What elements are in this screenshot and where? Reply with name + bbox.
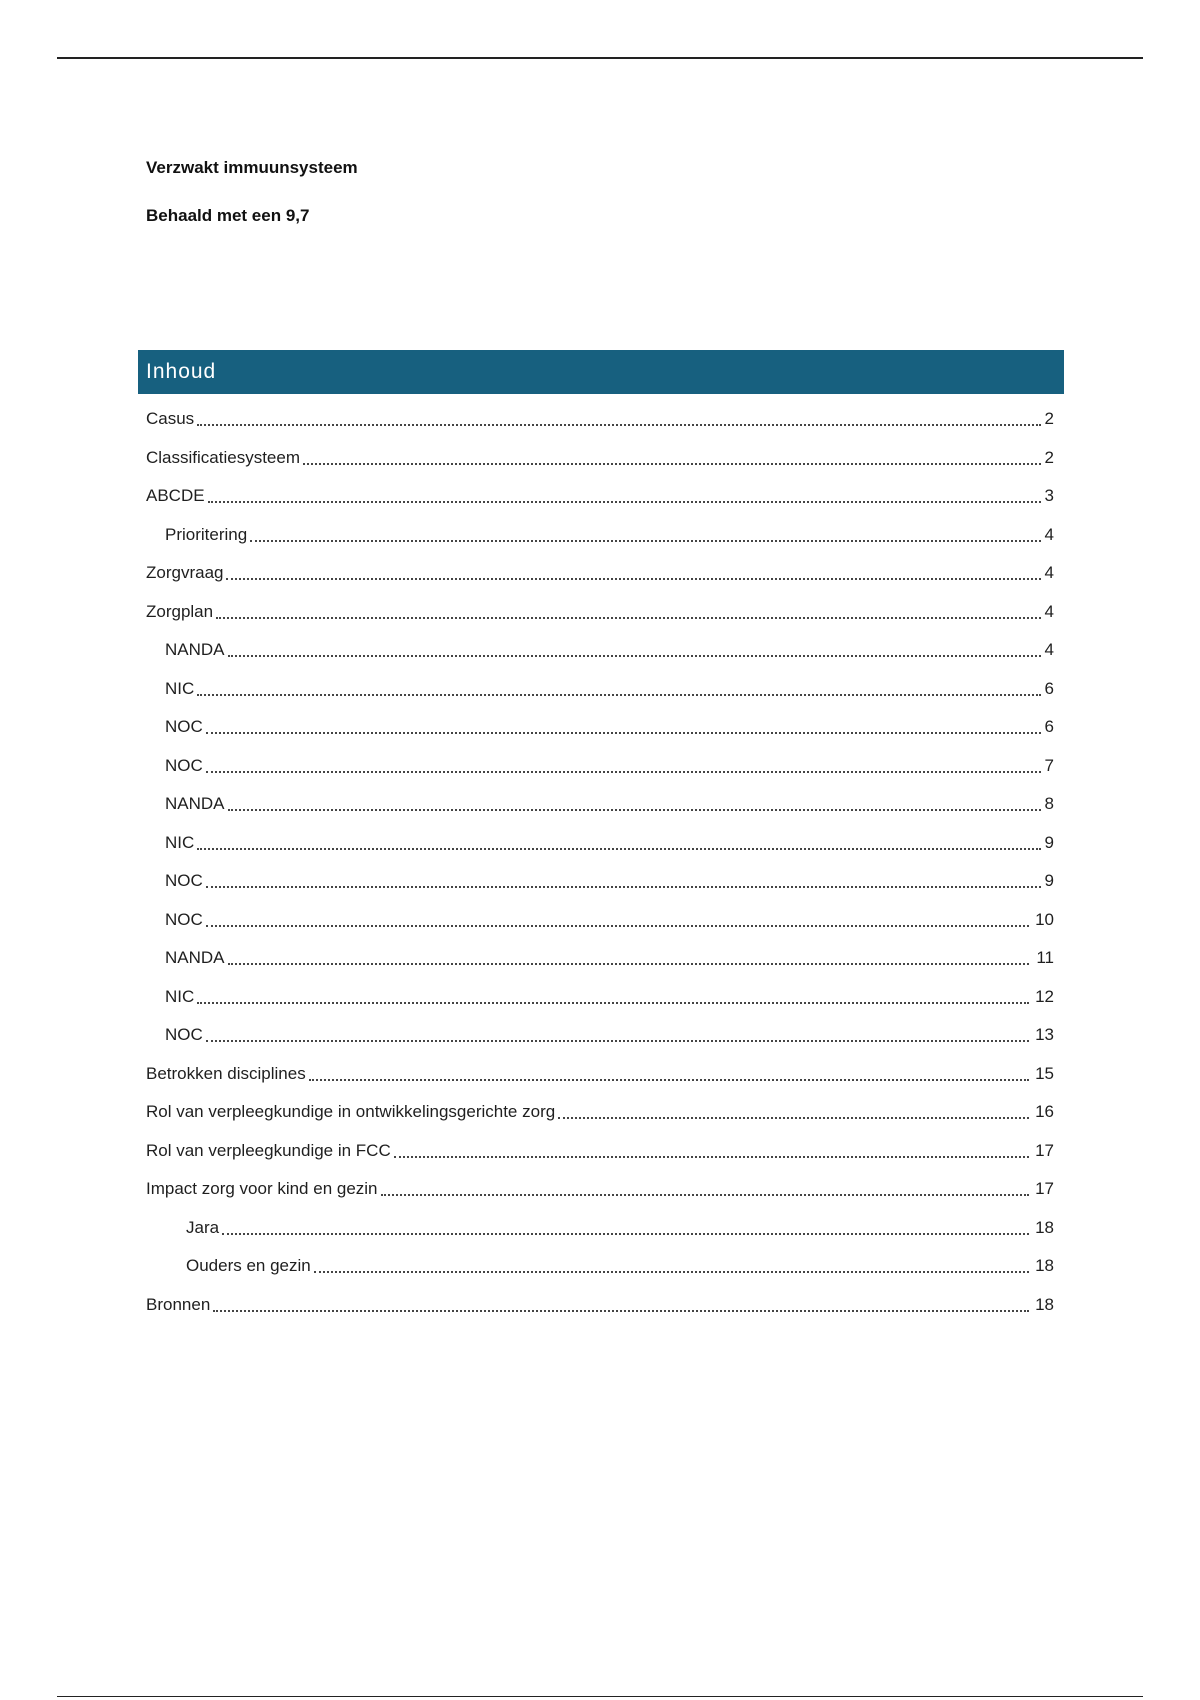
toc-entry[interactable] <box>146 1170 1054 1209</box>
toc-entry-label: NOC <box>165 717 203 737</box>
toc-entry[interactable] <box>146 400 1054 439</box>
document-subtitle: Behaald met een 9,7 <box>146 206 310 225</box>
toc-dot-leader <box>213 1310 1029 1312</box>
toc-dot-leader <box>206 732 1041 734</box>
toc-dot-leader <box>228 655 1041 657</box>
toc-entry-page-number: 16 <box>1035 1102 1054 1122</box>
toc-entry-page-number: 17 <box>1035 1179 1054 1199</box>
toc-dot-leader <box>197 694 1041 696</box>
toc-entry-label: NANDA <box>165 640 225 660</box>
toc-dot-leader <box>558 1117 1029 1119</box>
toc-entry-page-number: 4 <box>1044 563 1054 583</box>
toc-entry-label: Zorgvraag <box>146 563 224 583</box>
toc-dot-leader <box>206 771 1041 773</box>
toc-dot-leader <box>197 1002 1029 1004</box>
toc-entry-page-number: 11 <box>1036 948 1054 968</box>
toc-entry[interactable] <box>146 939 1054 978</box>
toc-entry-label: NANDA <box>165 794 225 814</box>
toc-entry-page-number: 8 <box>1044 794 1054 814</box>
toc-entry-label: NOC <box>165 871 203 891</box>
toc-dot-leader <box>381 1194 1029 1196</box>
toc-entry-page-number: 12 <box>1035 986 1054 1006</box>
toc-entry[interactable] <box>146 439 1054 478</box>
toc-entry[interactable] <box>146 631 1054 670</box>
document-title: Verzwakt immuunsysteem <box>146 158 358 177</box>
toc-entry[interactable] <box>146 1247 1054 1286</box>
toc-entry-label: Impact zorg voor kind en gezin <box>146 1179 378 1199</box>
toc-entry[interactable] <box>146 1093 1054 1132</box>
toc-dot-leader <box>222 1233 1029 1235</box>
toc-dot-leader <box>228 963 1029 965</box>
toc-dot-leader <box>206 1040 1029 1042</box>
toc-entry[interactable] <box>146 824 1054 863</box>
toc-dot-leader <box>394 1156 1029 1158</box>
toc-dot-leader <box>226 578 1041 580</box>
toc-entry-label: Rol van verpleegkundige in ontwikkelingsgerichte zorg <box>146 1102 556 1122</box>
toc-entry-label: Betrokken disciplines <box>146 1063 306 1083</box>
toc-entry[interactable] <box>146 785 1054 824</box>
toc-entry-label: NOC <box>165 755 203 775</box>
toc-entry[interactable] <box>146 554 1054 593</box>
toc-entry-page-number: 2 <box>1044 447 1054 467</box>
toc-entry[interactable] <box>146 516 1054 555</box>
toc-entry[interactable] <box>146 862 1054 901</box>
toc-dot-leader <box>303 463 1041 465</box>
toc-entry[interactable] <box>146 1055 1054 1094</box>
toc-entry[interactable] <box>146 1209 1054 1248</box>
toc-entry[interactable] <box>146 747 1054 786</box>
toc-entry-page-number: 3 <box>1044 486 1054 506</box>
toc-dot-leader <box>309 1079 1029 1081</box>
toc-dot-leader <box>206 886 1041 888</box>
toc-entry[interactable] <box>146 1286 1054 1325</box>
toc-entry-label: NIC <box>165 986 195 1006</box>
toc-entry-page-number: 9 <box>1044 871 1054 891</box>
toc-entry[interactable] <box>146 1016 1054 1055</box>
toc-entry[interactable] <box>146 708 1054 747</box>
header-rule <box>57 57 1143 59</box>
toc-entry-label: NANDA <box>165 948 225 968</box>
toc-dot-leader <box>250 540 1041 542</box>
toc-entry-page-number: 4 <box>1044 640 1054 660</box>
toc-dot-leader <box>314 1271 1029 1273</box>
toc-entry-label: Bronnen <box>146 1294 211 1314</box>
toc-entry-label: Prioritering <box>165 524 248 544</box>
toc-entry-label: NIC <box>165 678 195 698</box>
toc-dot-leader <box>206 925 1029 927</box>
toc-entry-label: ABCDE <box>146 486 205 506</box>
toc-entry[interactable] <box>146 978 1054 1017</box>
toc-entry[interactable] <box>146 477 1054 516</box>
toc-entry-page-number: 2 <box>1044 409 1054 429</box>
toc-entry-page-number: 13 <box>1035 1025 1054 1045</box>
toc-entry-page-number: 17 <box>1035 1140 1054 1160</box>
toc-entry-label: Casus <box>146 409 195 429</box>
toc-entry-label: Classificatiesysteem <box>146 447 300 467</box>
toc-dot-leader <box>216 617 1041 619</box>
toc-entry-page-number: 4 <box>1044 524 1054 544</box>
toc-dot-leader <box>197 848 1041 850</box>
toc-entry-page-number: 18 <box>1035 1256 1054 1276</box>
toc-entry-label: NOC <box>165 1025 203 1045</box>
toc-entry[interactable] <box>146 593 1054 632</box>
toc-dot-leader <box>197 424 1041 426</box>
toc-entry[interactable] <box>146 901 1054 940</box>
footer-rule <box>57 1696 1143 1697</box>
toc-entry-page-number: 9 <box>1044 832 1054 852</box>
toc-entry-page-number: 6 <box>1044 717 1054 737</box>
toc-entry[interactable] <box>146 670 1054 709</box>
toc-heading-bar <box>138 350 1064 394</box>
toc-entry[interactable] <box>146 1132 1054 1171</box>
toc-entry-page-number: 7 <box>1044 755 1054 775</box>
toc-entry-page-number: 4 <box>1044 601 1054 621</box>
toc-entry-page-number: 18 <box>1035 1217 1054 1237</box>
toc-entry-page-number: 6 <box>1044 678 1054 698</box>
toc-entry-label: Zorgplan <box>146 601 214 621</box>
toc-entry-page-number: 15 <box>1035 1063 1054 1083</box>
toc-entry-label: Jara <box>186 1217 220 1237</box>
toc-entry-label: Rol van verpleegkundige in FCC <box>146 1140 391 1160</box>
toc-entry-label: NIC <box>165 832 195 852</box>
toc-entry-page-number: 18 <box>1035 1294 1054 1314</box>
toc-entry-label: Ouders en gezin <box>186 1256 311 1276</box>
toc-entry-page-number: 10 <box>1035 909 1054 929</box>
toc-dot-leader <box>228 809 1041 811</box>
toc-heading: Inhoud <box>146 360 217 383</box>
toc-dot-leader <box>208 501 1041 503</box>
toc-entry-label: NOC <box>165 909 203 929</box>
table-of-contents <box>146 400 1054 1324</box>
